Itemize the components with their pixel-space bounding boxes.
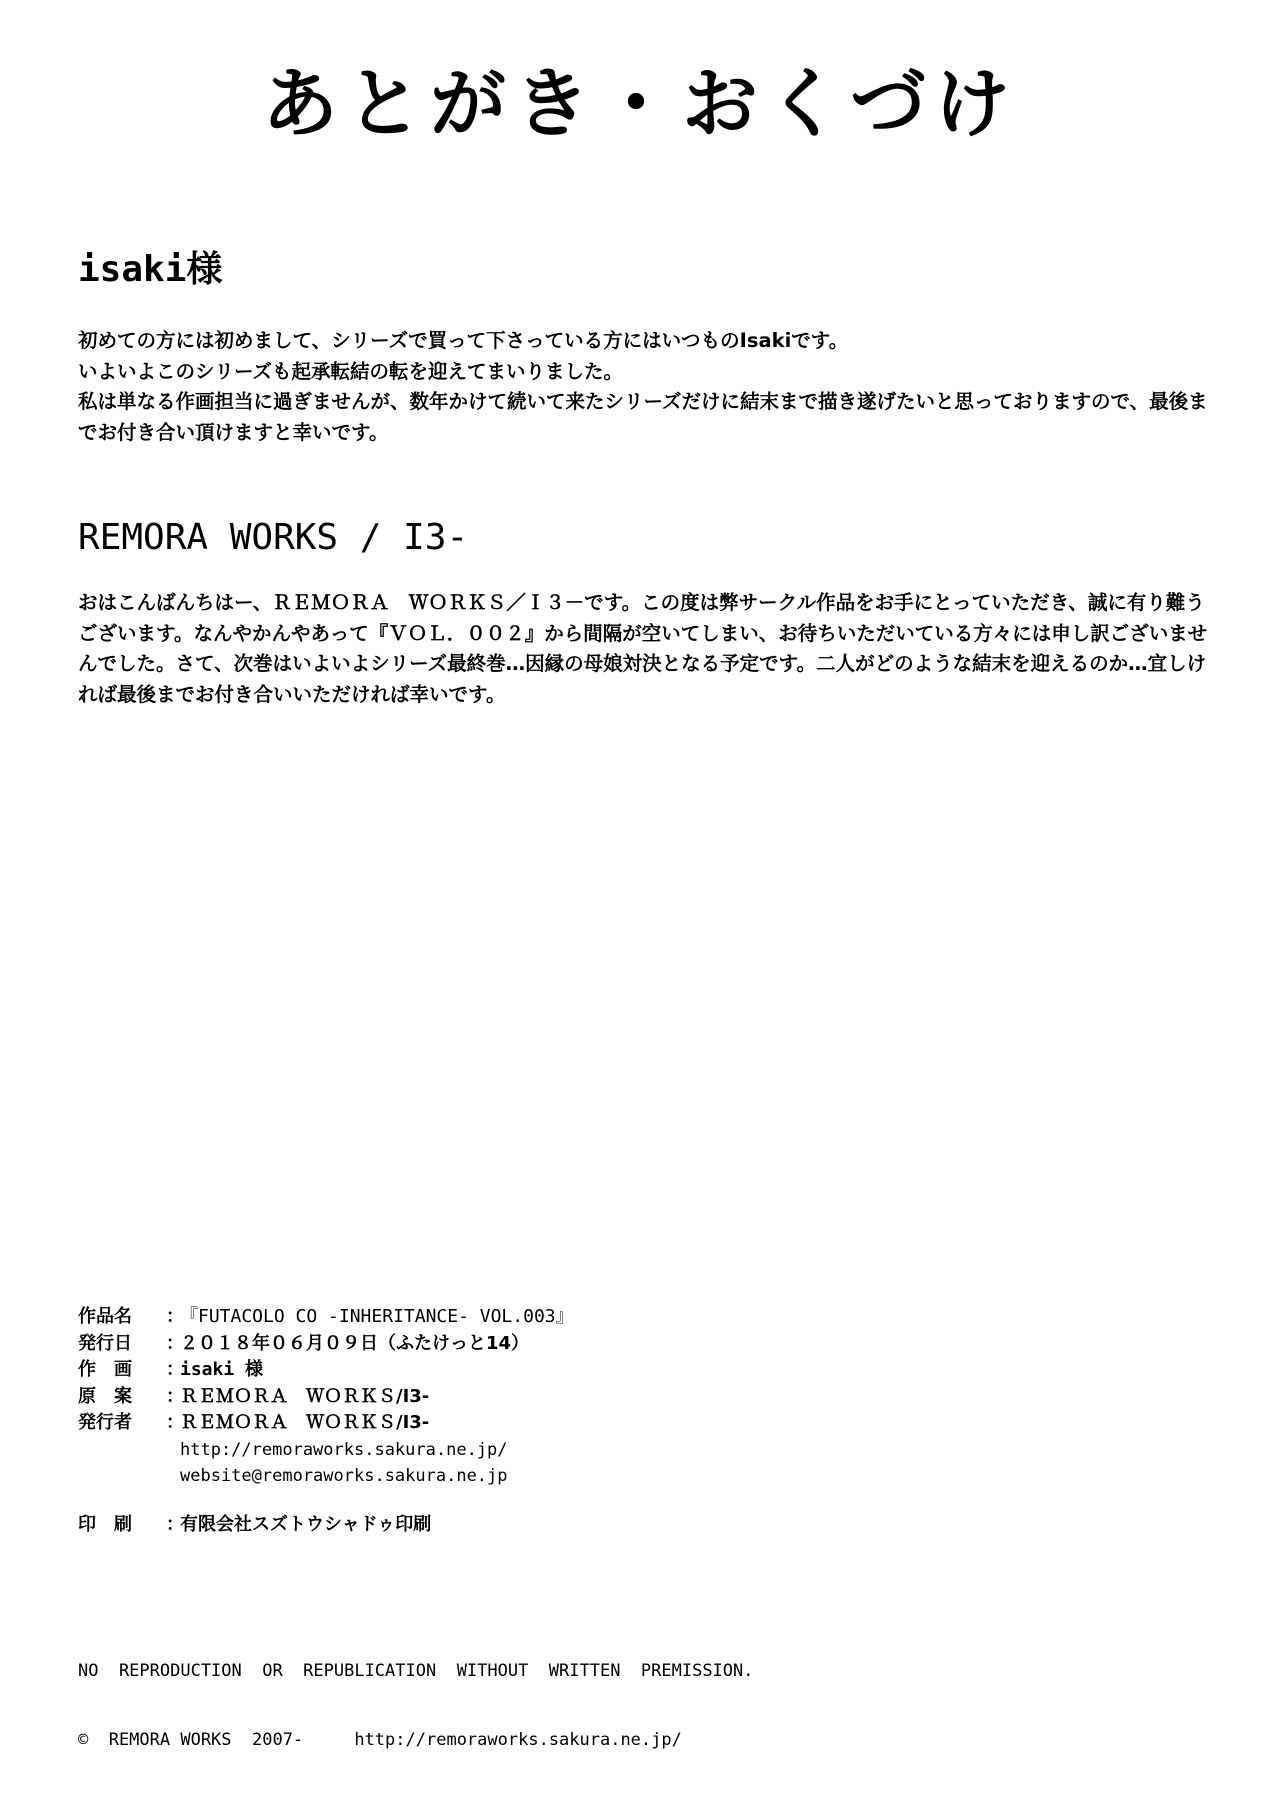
colophon-label: 印 刷	[78, 1513, 132, 1535]
paragraph: 初めての方には初めまして、シリーズで買って下さっている方にはいつものIsakiです。	[78, 329, 849, 352]
colophon-value: ＲＥＭＯＲＡ ＷＯＲＫＳ/I3-	[180, 1412, 430, 1433]
reproduction-notice: NO REPRODUCTION OR REPUBLICATION WITHOUT WRITTEN PREMISSION.	[78, 1661, 754, 1681]
colophon-row-date	[78, 1331, 574, 1358]
colophon-value: ２０１８年０６月０９日（ふたけっと14）	[180, 1332, 530, 1354]
colon: ：	[166, 1513, 184, 1535]
colophon	[78, 1304, 574, 1538]
footer	[78, 1614, 754, 1775]
colophon-label: 作 画	[78, 1359, 132, 1380]
copyright-line: © REMORA WORKS 2007- http://remoraworks.sakura.ne.jp/	[78, 1730, 682, 1750]
publisher-url: http://remoraworks.sakura.ne.jp/	[180, 1439, 508, 1460]
colophon-value: 『FUTACOLO CO -INHERITANCE- VOL.003』	[180, 1306, 574, 1327]
colophon-row-story	[78, 1384, 574, 1411]
colophon-label: 発行日	[78, 1332, 132, 1354]
colophon-row-print	[78, 1512, 574, 1539]
colophon-label: 発行者	[78, 1412, 132, 1433]
colophon-value: 有限会社スズトウシャドゥ印刷	[180, 1513, 432, 1535]
section-heading-remora: REMORA WORKS / I3-	[78, 517, 469, 558]
colophon-label: 原 案	[78, 1385, 132, 1407]
colon: ：	[166, 1412, 184, 1433]
paragraph: いよいよこのシリーズも起承転結の転を迎えてまいりました。	[78, 359, 624, 383]
section-body-remora	[78, 588, 1208, 710]
colophon-row-title	[78, 1304, 574, 1331]
colophon-label: 作品名	[78, 1306, 132, 1327]
colon: ：	[166, 1332, 184, 1354]
section-heading-isaki: isaki様	[78, 249, 223, 290]
colon: ：	[166, 1306, 184, 1327]
publisher-email: website@remoraworks.sakura.ne.jp	[180, 1466, 508, 1486]
colophon-value: ＲＥＭＯＲＡ ＷＯＲＫＳ/I3-	[180, 1385, 430, 1407]
colophon-row-art	[78, 1357, 574, 1384]
paragraph: おはこんばんちはー、ＲＥＭＯＲＡ ＷＯＲＫＳ／Ｉ３－です。この度は弊サークル作品をお手にとっていただき、誠に有り難うございます。なんやかんやあって『ＶＯＬ．００２』から間隔が空いてしまい、お待ちいただいている方々には申し訳ございませんでした。さて、次巻はいよいよシリーズ最終巻…因縁の母娘対決となる予定です。二人がどのような結末を迎えるのか…宜しければ最後までお付き合いいただければ幸いです。	[78, 591, 1208, 706]
colophon-row-publisher	[78, 1410, 574, 1437]
colon: ：	[166, 1359, 184, 1380]
colon: ：	[166, 1385, 184, 1407]
colophon-value: isaki 様	[180, 1359, 264, 1380]
section-body-isaki	[78, 326, 1208, 448]
page-title: あとがき・おくづけ	[262, 59, 1018, 148]
paragraph: 私は単なる作画担当に過ぎませんが、数年かけて続いて来たシリーズだけに結末まで描き遂げたいと思っておりますので、最後までお付き合い頂けますと幸いです。	[78, 390, 1208, 444]
